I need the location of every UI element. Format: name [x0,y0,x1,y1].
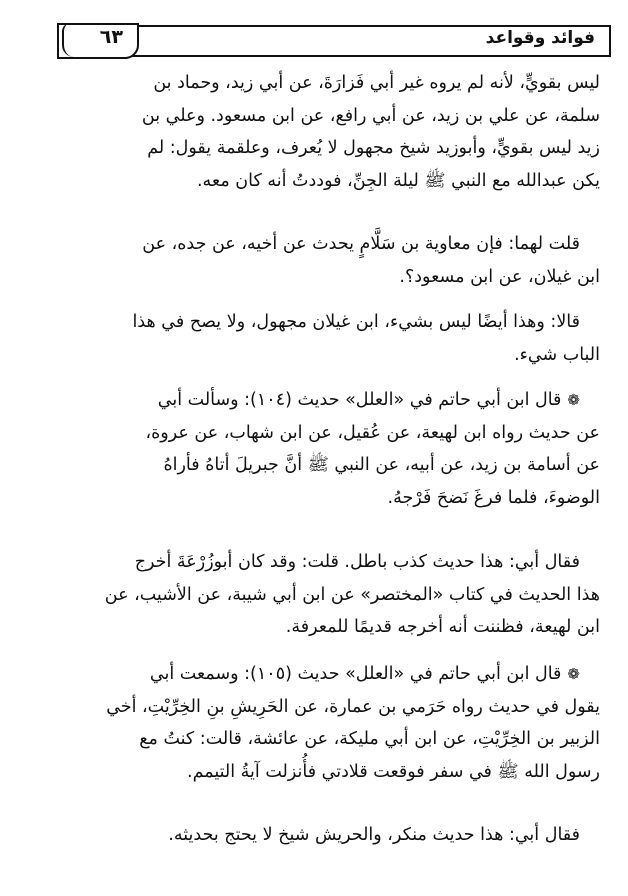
text-line: قلت لهما: فإن معاوية بن سَلَّامٍ يحدث عن أخيه، عن جده، عن [142,234,580,254]
text-line: ابن لهيعة، فظننت أنه أخرجه قديمًا للمعرفة. [285,617,600,638]
paragraph-5 [62,546,600,644]
text-line: قالا: وهذا أيضًا ليس بشيء، ابن غيلان مجهول، ولا يصح في هذا [132,312,580,332]
paragraph-2 [62,228,600,293]
paragraph-3 [62,306,600,371]
text-line [62,384,600,417]
text-line: الباب شيء. [514,344,600,365]
text-line-content: قال ابن أبي حاتم في «العلل» حديث (١٠٥): وسمعت أبي [149,664,562,684]
page-number-ornament [62,23,74,57]
text-line: فقال أبي: هذا حديث كذب باطل. قلت: وقد كان أبوزُرْعَةَ أخرج [134,552,580,572]
text-line: ليس بقويٍّ، لأنه لم يروه غير أبي فَزارَةَ، عن أبي زيد، وحماد بن [153,73,600,93]
text-line: هذا الحديث في كتاب «المختصر» عن ابن أبي شيبة، عن الأشيب، عن [104,584,600,605]
text-line: الوضوءَ، فلما فرغَ نَضحَ فَرْجهُ. [387,488,600,509]
text-line: فقال أبي: هذا حديث منكر، والحريش شيخ لا يحتج بحديثه. [168,825,580,845]
flower-icon: ❁ [567,665,580,683]
text-line-content: قال ابن أبي حاتم في «العلل» حديث (١٠٤): وسألت أبي [157,390,562,410]
paragraph-1 [62,67,600,198]
text-line: يقول في حديث رواه حَرَمي بن عمارة، عن الحَرِيشِ بنِ الخِرِّيْتِ، أخي [106,696,600,717]
text-line: زيد ليس بقويٍّ، وأبوزيد شيخ مجهول لا يُعرف، وعلقمة يقول: لم [147,138,600,159]
text-line: عن أسامة بن زيد، عن أبيه، عن النبي ﷺ أنَّ جبريلَ أتاهُ فأراهُ [163,455,600,476]
running-header [57,25,611,57]
text-line: ابن غيلان، عن ابن مسعود؟. [399,266,600,287]
text-line [62,658,600,691]
paragraph-6 [62,658,600,789]
page-number: ٦٣ [99,26,123,48]
text-line: الزبير بن الخِرِّيْتِ، عن ابن أبي مليكة، عن عائشة، قالت: كنتُ مع [139,729,600,750]
page-number-box [57,23,139,59]
text-line: رسول الله ﷺ في سفر فوقعت قلادتي فأُنزلت آيةُ التيمم. [187,762,600,783]
paragraph-4 [62,384,600,515]
text-line: سلمة، عن علي بن زيد، عن أبي رافع، عن ابن مسعود. وعلي بن [141,105,600,126]
flower-icon: ❁ [567,391,580,409]
paragraph-7 [62,819,600,852]
text-line: يكن عبدالله مع النبي ﷺ ليلة الجِنِّ، فوددتُ أنه كان معه. [196,171,600,192]
header-title: فوائد وقواعد [485,28,595,48]
text-line: عن حديث رواه ابن لهيعة، عن عُقيل، عن ابن شهاب، عن عروة، [145,422,600,443]
